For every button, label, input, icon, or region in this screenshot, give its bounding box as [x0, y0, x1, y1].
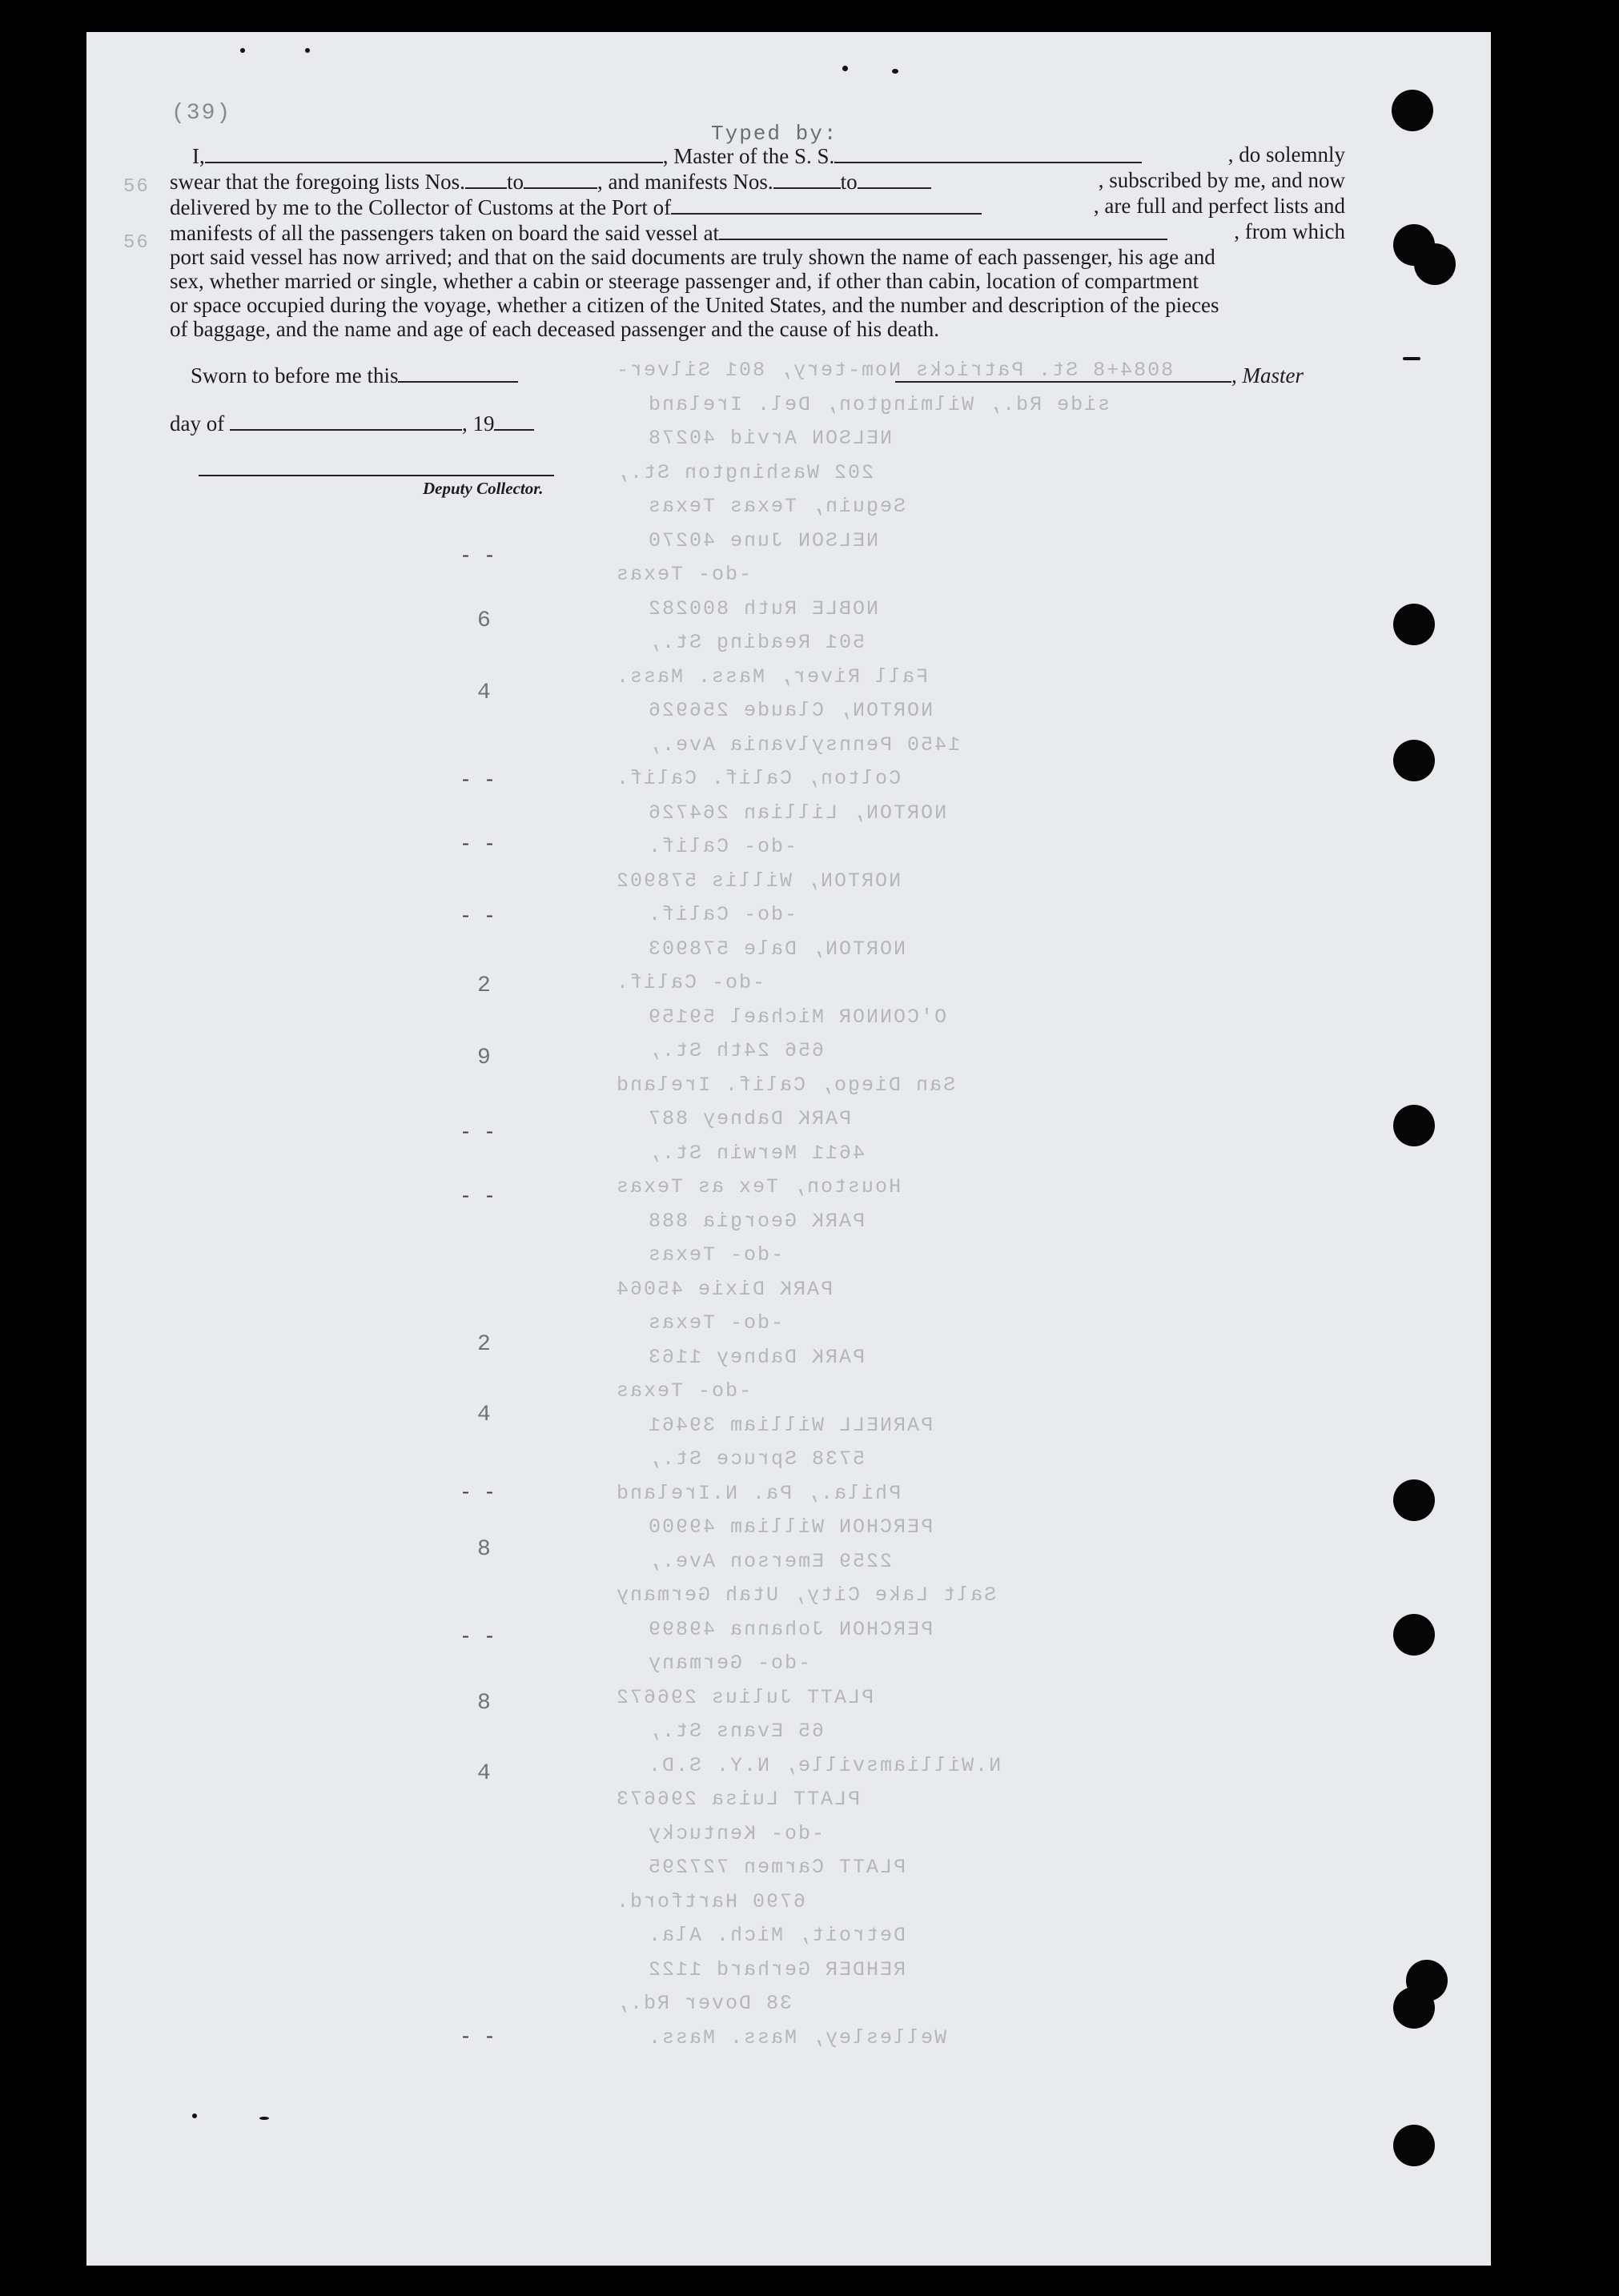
bleed-line: Phila., Pa. N.Ireland: [615, 1481, 902, 1505]
oath-text-segment: , Master of the S. S.: [662, 144, 835, 168]
page-number: (39): [171, 101, 232, 126]
oath-line: [170, 194, 1345, 219]
bleed-line: -do- Calif.: [647, 903, 797, 926]
oath-line: of baggage, and the name and age of each deceased passenger and the cause of his death.: [170, 317, 940, 341]
bleed-line: O'CONNOR Michael 59159: [647, 1005, 947, 1029]
age-digit: 6: [477, 608, 491, 633]
oath-line: or space occupied during the voyage, whether a citizen of the United States, and the number and description of the pieces: [170, 293, 1219, 317]
bleed-line: PARNELL William 39461: [647, 1413, 934, 1437]
bleed-line: -do- Texas: [647, 1243, 784, 1266]
bleed-line: NORTON, Claude 256926: [647, 699, 934, 722]
day-of-line: [170, 410, 534, 436]
punch-hole: [1393, 1479, 1435, 1521]
oath-line: [170, 142, 1345, 168]
dash-mark: - -: [460, 833, 496, 856]
age-digit: 9: [477, 1046, 491, 1070]
port-field[interactable]: [671, 194, 982, 215]
deputy-collector-label: Deputy Collector.: [423, 479, 544, 498]
manifest-to-field[interactable]: [858, 168, 931, 189]
punch-hole: [1393, 604, 1435, 645]
bleed-line: -do- Calif.: [647, 835, 797, 858]
bleed-line: NELSON Arvid 40278: [647, 427, 893, 450]
bleed-line: 1450 Pennsylvania Ave.,: [647, 733, 961, 757]
dash-mark: - -: [460, 1481, 496, 1504]
bleed-line: Wellesley, Mass. Mass.: [647, 2025, 947, 2049]
bleed-line: PARK Dabney 887: [647, 1107, 852, 1130]
manifest-page: [86, 32, 1491, 2266]
dash-mark: - -: [460, 769, 496, 792]
oath-text-segment: to: [506, 170, 524, 194]
oath-line: [170, 219, 1345, 245]
age-digit: 4: [477, 1761, 491, 1786]
oath-line: sex, whether married or single, whether a cabin or steerage passenger and, if other than cabin, location of compartment: [170, 269, 1199, 293]
master-name-field[interactable]: [205, 142, 663, 163]
year-label: , 19: [461, 411, 495, 436]
dash-mark: - -: [460, 1625, 496, 1648]
bleed-line: REHDER Gerhard 1122: [647, 1957, 906, 1981]
bleed-line: PARK Dixie 45064: [615, 1277, 834, 1301]
dash-mark: - -: [460, 905, 496, 928]
list-to-field[interactable]: [524, 168, 597, 189]
bleed-line: PLATT Luisa 296673: [615, 1788, 861, 1811]
bleed-line: Detroit, Mich. Ala.: [647, 1924, 906, 1947]
punch-hole: [1414, 243, 1456, 285]
year-field[interactable]: [494, 410, 534, 431]
punch-hole: [1393, 1614, 1435, 1656]
sworn-line: [191, 362, 518, 388]
punch-hole: [1393, 2125, 1435, 2166]
margin-number: 56: [123, 176, 150, 198]
bleed-line: PLATT Carmen 727295: [647, 1856, 906, 1879]
punch-hole: [1393, 1105, 1435, 1146]
oath-text-segment: , subscribed by me, and now: [1098, 168, 1345, 192]
oath-line: port said vessel has now arrived; and that on the said documents are truly shown the name of each passenger, his age and: [170, 245, 1215, 269]
bleed-line: -do- Texas: [615, 1379, 752, 1403]
sworn-label: Sworn to before me this: [191, 363, 399, 387]
dash-mark: - -: [460, 544, 496, 568]
age-digit: 8: [477, 1537, 491, 1562]
bleed-line: Seguin, Texas Texas: [647, 495, 906, 518]
oath-text-segment: I,: [192, 144, 205, 168]
bleed-line: NORTON, Lillian 264726: [647, 801, 947, 825]
bleed-line: -do- Kentucky: [647, 1821, 825, 1845]
deputy-collector-line[interactable]: [199, 475, 554, 476]
typed-by: Typed by:: [711, 122, 838, 146]
dash-mark: - -: [460, 2025, 496, 2049]
bleed-line: -do- Calif.: [615, 971, 765, 994]
ink-speck: [259, 2117, 269, 2120]
bleed-line: PARK Georgia 888: [647, 1209, 866, 1233]
bleed-line: 2259 Emerson Ave.,: [647, 1549, 893, 1573]
ink-speck: [842, 66, 848, 71]
oath-text-segment: , do solemnly: [1227, 142, 1345, 167]
punch-hole: [1406, 1960, 1448, 2001]
month-field[interactable]: [230, 410, 462, 431]
ink-speck: [240, 48, 245, 53]
bleed-line: PARK Dabney 1163: [647, 1345, 866, 1369]
bleed-line: 202 Washington St.,: [615, 460, 874, 484]
ink-speck: [305, 48, 310, 53]
bleed-line: 656 24th St.,: [647, 1039, 825, 1062]
bleed-line: Fall River, Mass. Mass.: [615, 664, 929, 688]
bleed-line: 6790 Hartford.: [615, 1889, 806, 1913]
punch-hole: [1393, 740, 1435, 781]
oath-text-segment: , from which: [1234, 219, 1345, 243]
bleed-line: Houston, Tex as Texas: [615, 1175, 902, 1198]
bleed-line: 5738 Spruce St.,: [647, 1447, 866, 1471]
punch-hole: [1392, 90, 1433, 131]
bleed-line: Salt Lake City, Utah Germany: [615, 1584, 997, 1607]
bleed-line: PERCHON William 49900: [647, 1515, 934, 1539]
ink-speck: [892, 69, 898, 74]
bleed-line: N.Williamsville, N.Y. S.D.: [647, 1753, 1002, 1777]
age-digit: 2: [477, 1332, 491, 1357]
bleed-line: 8084+8 St. Patricks Nom-tery, 801 Silver-: [615, 359, 1174, 382]
ink-speck: [1403, 357, 1420, 360]
bleed-line: 4611 Merwin St.,: [647, 1141, 866, 1165]
bleed-line: PERCHON Johanna 49899: [647, 1617, 934, 1641]
manifest-from-field[interactable]: [773, 168, 841, 189]
master-label: , Master: [1231, 363, 1304, 387]
bleed-line: PLATT Julius 296672: [615, 1685, 874, 1709]
bleed-line: NORTON, Dale 578903: [647, 937, 906, 961]
day-of-label: day of: [170, 411, 225, 436]
bleed-line: NELSON June 40270: [647, 528, 879, 552]
age-digit: 4: [477, 1403, 491, 1427]
bleed-line: -do- Texas: [647, 1311, 784, 1335]
sworn-day-field[interactable]: [398, 362, 518, 383]
ship-name-field[interactable]: [834, 142, 1142, 163]
oath-text-segment: swear that the foregoing lists Nos.: [170, 170, 465, 194]
margin-number: 56: [123, 232, 150, 254]
ink-speck: [192, 2113, 197, 2118]
boarding-port-field[interactable]: [719, 219, 1167, 240]
oath-text-segment: to: [840, 170, 858, 194]
oath-text-segment: delivered by me to the Collector of Customs at the Port of: [170, 195, 672, 219]
bleed-line: 501 Reading St.,: [647, 631, 866, 654]
age-digit: 4: [477, 680, 491, 705]
oath-text-segment: manifests of all the passengers taken on board the said vessel at: [170, 221, 720, 245]
bleed-line: -do- Texas: [615, 563, 752, 586]
oath-text-segment: , and manifests Nos.: [597, 170, 773, 194]
dash-mark: - -: [460, 1185, 496, 1208]
bleed-line: 38 Dover Rd.,: [615, 1992, 793, 2015]
bleed-line: Colton, Calif. Calif.: [615, 767, 902, 790]
bleed-line: -do- Germany: [647, 1652, 811, 1675]
bleed-line: 65 Evans St.,: [647, 1720, 825, 1743]
oath-text-segment: , are full and perfect lists and: [1093, 194, 1345, 218]
dash-mark: - -: [460, 1121, 496, 1144]
oath-line: [170, 168, 1345, 194]
age-digit: 2: [477, 973, 491, 998]
list-from-field[interactable]: [465, 168, 507, 189]
oath-text: [170, 142, 1345, 341]
bleed-line: San Diego, Calif. Ireland: [615, 1073, 956, 1097]
bleed-line: side Rd., Wilmington, Del. Ireland: [647, 392, 1111, 416]
bleed-line: NORTON, Willis 578902: [615, 869, 902, 893]
age-digit: 8: [477, 1691, 491, 1716]
bleed-line: NOBLE Ruth 800282: [647, 596, 879, 620]
